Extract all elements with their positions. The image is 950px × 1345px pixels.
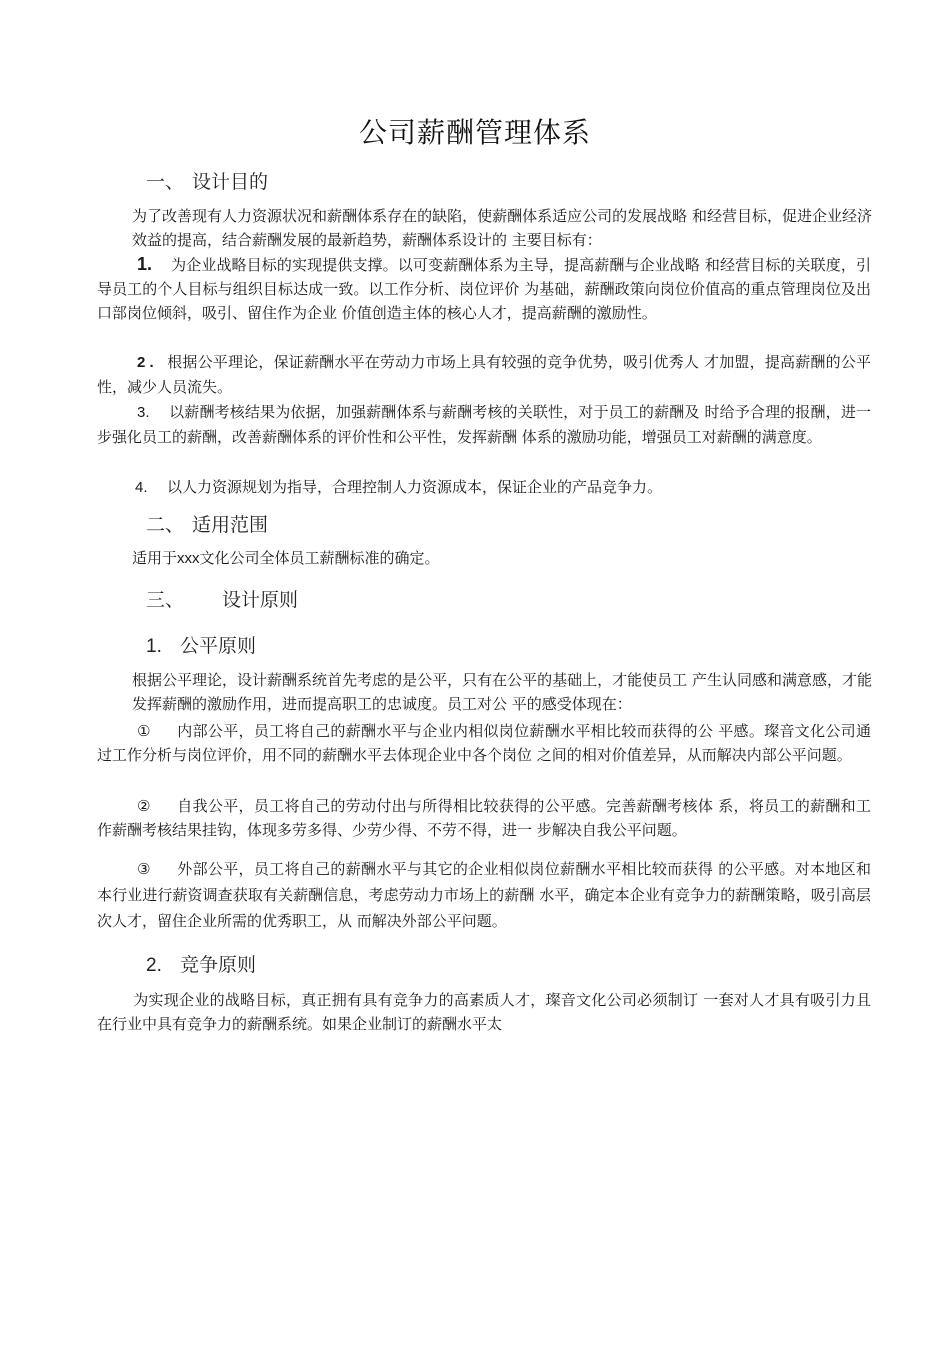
section-1-item-4 — [97, 475, 871, 500]
fairness-intro: 根据公平理论，设计薪酬系统首先考虑的是公平，只有在公平的基础上，才能使员工 产生认同感和满意感，才能发挥薪酬的激励作用，进而提高职工的忠诚度。员工对公 平的感受体现在： — [132, 671, 872, 713]
company-placeholder: xxx — [177, 550, 200, 567]
item-text: 自我公平，员工将自己的劳动付出与所得相比较获得的公平感。完善薪酬考核体 系，将员工的薪酬和工作薪酬考核结果挂钩，体现多劳多得、少劳少得、不劳不得，进一 步解决自我公平问题。 — [97, 797, 871, 839]
item-marker: 4. — [135, 479, 148, 496]
section-number: 一、 — [146, 171, 185, 193]
section-1-intro: 为了改善现有人力资源状况和薪酬体系存在的缺陷，使薪酬体系适应公司的发展战略 和经营目标，促进企业经济效益的提高，结合薪酬发展的最新趋势，薪酬体系设计的 主要目标有： — [132, 207, 872, 249]
item-marker: ① — [137, 722, 151, 740]
section-number: 三、 — [146, 589, 185, 611]
item-text: 为企业战略目标的实现提供支撑。以可变薪酬体系为主导，提高薪酬与企业战略 和经营目标的关联度，引导员工的个人目标与组织目标达成一致。以工作分析、岗位评价 为基础，薪酬政策向岗位价值高的重点管理岗位及出口部岗位倾斜，吸引、留住作为企业 价值创造主体的核心人才，提高薪酬的激励性。 — [97, 256, 871, 322]
fairness-item-external — [97, 856, 871, 934]
section-1-item-1 — [97, 252, 871, 325]
subsection-number: 2. — [146, 955, 162, 976]
item-text: 以薪酬考核结果为依据，加强薪酬体系与薪酬考核的关联性，对于员工的薪酬及 时给予合理的报酬，进一步强化员工的薪酬，改善薪酬体系的评价性和公平性，发挥薪酬 体系的激励功能，增强员工对薪酬的满意度。 — [97, 403, 871, 446]
item-text: 外部公平，员工将自己的薪酬水平与其它的企业相似岗位薪酬水平相比较而获得 的公平感。对本地区和本行业进行薪资调查获取有关薪酬信息，考虑劳动力市场上的薪酬 水平，确定本企业有竞争力的薪酬策略，吸引高层次人才，留住企业所需的优秀职工，从 而解决外部公平问题。 — [97, 860, 871, 930]
section-heading-1 — [146, 169, 268, 195]
section-title: 设计原则 — [222, 589, 299, 611]
section-title: 适用范围 — [192, 514, 269, 536]
item-marker: ③ — [137, 860, 151, 878]
subsection-number: 1. — [146, 636, 162, 657]
section-number: 二、 — [146, 514, 185, 536]
item-text: 根据公平理论，保证薪酬水平在劳动力市场上具有较强的竞争优势，吸引优秀人 才加盟，提高薪酬的公平性，减少人员流失。 — [97, 353, 871, 396]
fairness-item-internal — [97, 719, 871, 767]
section-heading-2 — [146, 512, 268, 538]
item-marker: ② — [137, 797, 151, 815]
section-heading-3 — [146, 587, 298, 613]
item-text: 以人力资源规划为指导，合理控制人力资源成本，保证企业的产品竞争力。 — [167, 478, 663, 496]
section-1-item-2 — [97, 350, 871, 399]
item-marker: 3. — [137, 404, 150, 421]
document-title: 公司薪酬管理体系 — [358, 116, 591, 149]
subsection-heading-competition — [146, 952, 256, 979]
fairness-item-self — [97, 794, 871, 842]
item-text: 内部公平，员工将自己的薪酬水平与企业内相似岗位薪酬水平相比较而获得的公 平感。璨音文化公司通过工作分析与岗位评价，用不同的薪酬水平去体现企业中各个岗位 之间的相对价值差异，从而解决内部公平问题。 — [97, 722, 871, 764]
item-marker: 2 . — [137, 354, 154, 371]
scope-prefix: 适用于 — [132, 549, 178, 567]
competition-intro — [97, 988, 871, 1036]
scope-suffix: 文化公司全体员工薪酬标准的确定。 — [199, 549, 440, 567]
paragraph-text: 为实现企业的战略目标，真正拥有具有竞争力的高素质人才，璨音文化公司必须制订 一套对人才具有吸引力且在行业中具有竞争力的薪酬系统。如果企业制订的薪酬水平太 — [97, 991, 871, 1033]
subsection-heading-fairness — [146, 633, 256, 660]
section-2-text — [132, 546, 872, 571]
subsection-title: 公平原则 — [180, 635, 257, 657]
section-title: 设计目的 — [192, 171, 269, 193]
subsection-title: 竞争原则 — [180, 954, 257, 976]
item-marker: 1. — [137, 254, 153, 274]
section-1-item-3 — [97, 400, 871, 449]
